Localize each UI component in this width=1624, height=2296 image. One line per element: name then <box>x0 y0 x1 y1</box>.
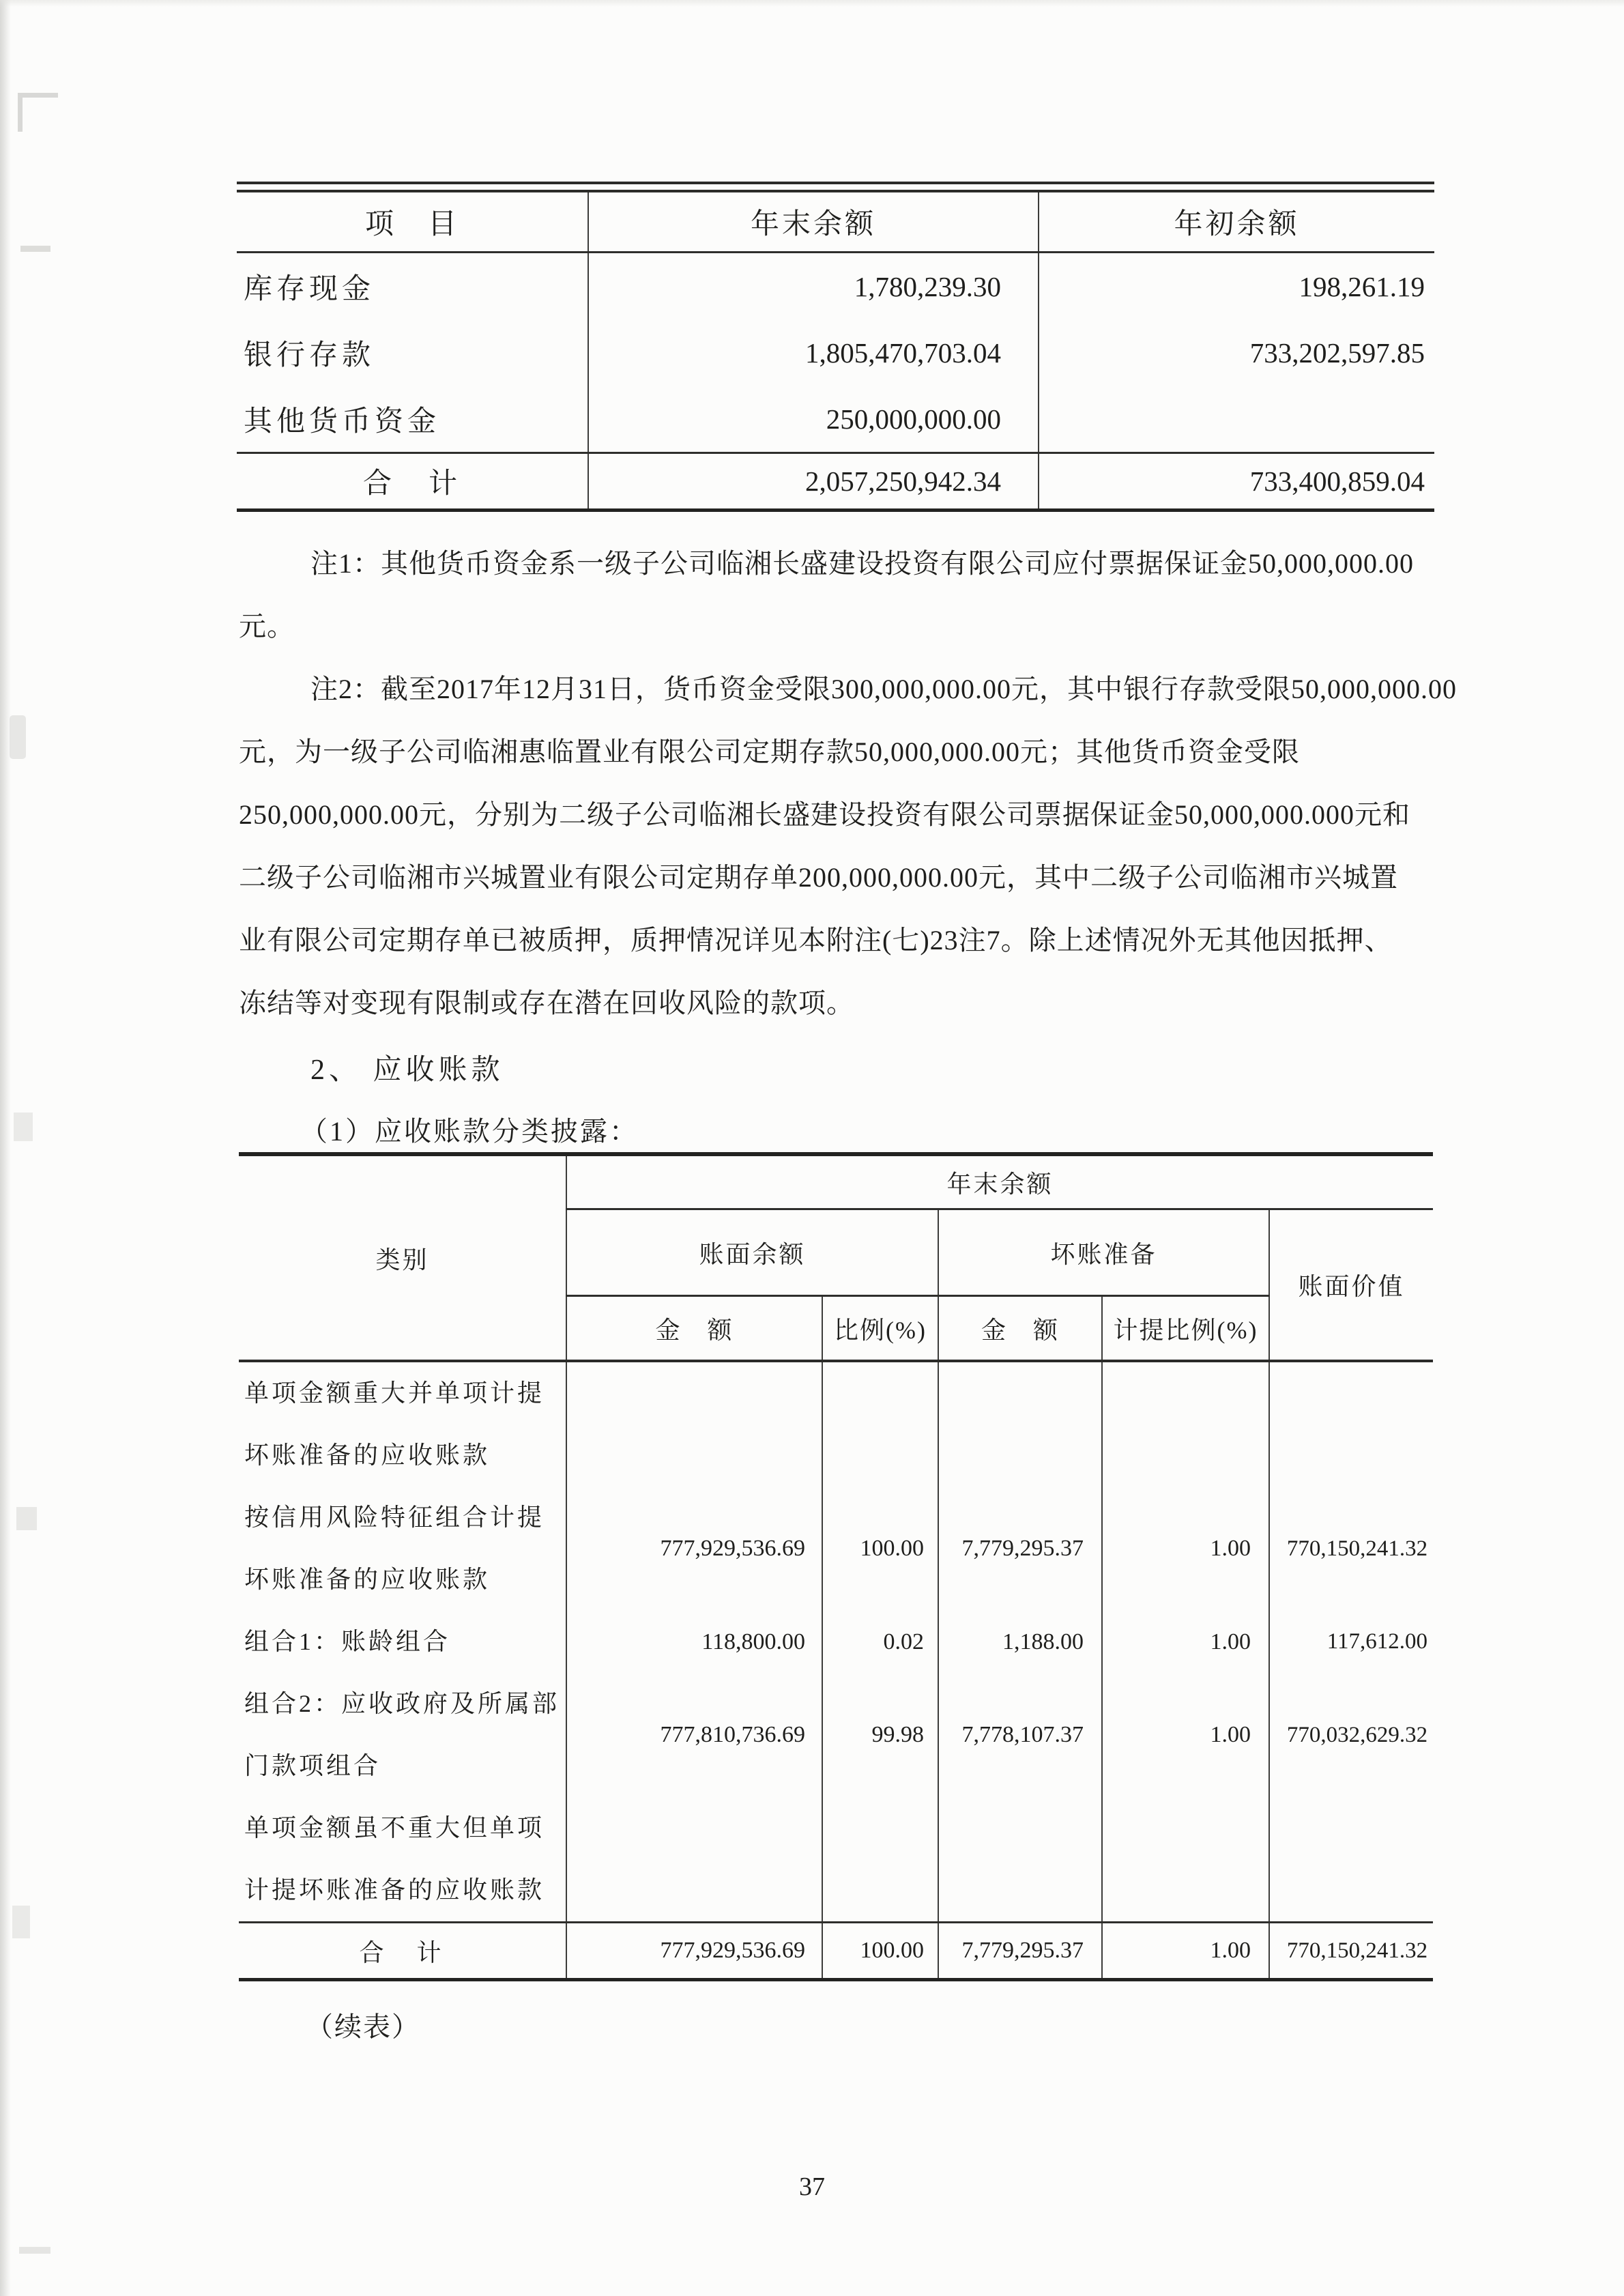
ratio-cell: 99.98 <box>822 1673 938 1797</box>
amount-cell <box>566 1361 822 1487</box>
provision-ratio-cell <box>1102 1361 1269 1487</box>
table-row <box>239 1611 1433 1673</box>
amount-cell: 777,810,736.69 <box>566 1673 822 1797</box>
header-book-value: 账面价值 <box>1298 1273 1405 1300</box>
scan-artifact <box>19 2247 50 2254</box>
scan-artifact <box>16 1507 37 1530</box>
total-year-end-amount: 2,057,250,942.34 <box>588 453 1039 511</box>
item-label: 库存现金 <box>237 253 588 320</box>
category-label <box>239 1487 566 1611</box>
category-label-line: 按信用风险特征组合计提 <box>244 1504 545 1531</box>
section-heading: 2、 应收账款 <box>310 1054 504 1086</box>
year-start-amount: 733,202,597.85 <box>1249 336 1425 369</box>
total-amount-cell: 777,929,536.69 <box>566 1923 822 1980</box>
provision-ratio-cell: 1.00 <box>1102 1673 1269 1797</box>
item-label: 银行存款 <box>237 319 588 386</box>
ratio-cell <box>822 1361 938 1487</box>
page-number: 37 <box>799 2172 825 2201</box>
ratio-cell: 0.02 <box>822 1611 938 1673</box>
ratio-cell: 100.00 <box>822 1487 938 1611</box>
category-label-line: 计提坏账准备的应收账款 <box>244 1876 545 1904</box>
header-book-balance: 账面余额 <box>566 1209 938 1296</box>
year-start-amount: 198,261.19 <box>1299 270 1425 302</box>
year-end-amount: 250,000,000.00 <box>588 386 1039 453</box>
provision-ratio-cell: 1.00 <box>1102 1487 1269 1611</box>
book-value-cell <box>1269 1361 1433 1487</box>
note1-line: 元。 <box>239 611 295 642</box>
scan-edge-shadow <box>0 0 11 2296</box>
section-subheading: （1）应收账款分类披露： <box>300 1116 639 1147</box>
provision-ratio-cell: 1.00 <box>1102 1611 1269 1673</box>
amount-cell: 118,800.00 <box>566 1611 822 1673</box>
category-label-line: 组合2：应收政府及所属部 <box>244 1690 560 1717</box>
receivables-classification-table <box>239 1152 1433 1981</box>
header-year-end-balance: 年末余额 <box>566 1154 1433 1209</box>
header-bad-debt-provision: 坏账准备 <box>938 1209 1269 1296</box>
bad-debt-amount-cell: 1,188.00 <box>938 1611 1102 1673</box>
bad-debt-amount-cell <box>938 1361 1102 1487</box>
category-label-line: 坏账准备的应收账款 <box>244 1566 491 1593</box>
book-value-cell: 770,032,629.32 <box>1286 1722 1428 1747</box>
category-label-line: 单项金额重大并单项计提 <box>244 1379 545 1407</box>
header-amount: 金 额 <box>566 1296 822 1362</box>
total-bad-debt-amount-cell: 7,779,295.37 <box>938 1923 1102 1980</box>
category-label <box>239 1611 566 1673</box>
provision-ratio-cell <box>1102 1797 1269 1923</box>
item-label: 其他货币资金 <box>237 386 588 453</box>
scan-artifact <box>18 93 58 132</box>
scan-artifact <box>14 1113 33 1141</box>
year-end-amount: 1,805,470,703.04 <box>588 319 1039 386</box>
amount-cell <box>566 1797 822 1923</box>
bad-debt-amount-cell: 7,779,295.37 <box>938 1487 1102 1611</box>
table-total-row <box>237 453 1434 511</box>
table-header-row <box>239 1154 1433 1209</box>
header-year-end-balance: 年末余额 <box>588 191 1039 253</box>
table-row <box>239 1361 1433 1487</box>
table-row <box>237 319 1434 386</box>
category-label <box>239 1673 566 1797</box>
note2-line: 注2：截至2017年12月31日，货币资金受限300,000,000.00元，其中银行存款受限50,000,000.00 <box>310 674 1457 704</box>
header-provision-ratio-pct: 计提比例(%) <box>1102 1296 1269 1362</box>
note2-line: 业有限公司定期存单已被质押，质押情况详见本附注(七)23注7。除上述情况外无其他因抵押、 <box>239 925 1393 956</box>
book-value-cell: 770,150,241.32 <box>1286 1536 1428 1561</box>
book-value-cell: 117,612.00 <box>1326 1629 1428 1654</box>
monetary-funds-table <box>237 190 1434 512</box>
total-book-value-cell: 770,150,241.32 <box>1269 1923 1433 1980</box>
total-label: 合 计 <box>237 453 588 511</box>
category-label-line: 坏账准备的应收账款 <box>244 1441 491 1469</box>
book-value-cell <box>1269 1797 1433 1923</box>
header-category: 类别 <box>239 1154 566 1361</box>
total-provision-ratio-cell: 1.00 <box>1102 1923 1269 1980</box>
note2-line: 250,000,000.00元，分别为二级子公司临湘长盛建设投资有限公司票据保证金50,000,000.000元和 <box>239 799 1410 830</box>
category-label <box>239 1361 566 1487</box>
category-label <box>239 1797 566 1923</box>
scan-artifact <box>20 246 50 252</box>
table-row <box>239 1487 1433 1611</box>
ratio-cell <box>822 1797 938 1923</box>
header-item: 项 目 <box>237 191 588 253</box>
notes-block <box>239 532 1457 1035</box>
table-row <box>239 1673 1433 1797</box>
table-total-row <box>239 1923 1433 1980</box>
total-label: 合 计 <box>239 1923 566 1980</box>
table-header-row <box>237 191 1434 253</box>
note2-line: 冻结等对变现有限制或存在潜在回收风险的款项。 <box>239 988 854 1018</box>
note2-line: 元，为一级子公司临湘惠临置业有限公司定期存款50,000,000.00元；其他货币资金受限 <box>239 736 1300 767</box>
scan-artifact <box>12 1906 30 1938</box>
category-label-line: 单项金额虽不重大但单项 <box>244 1814 545 1841</box>
total-year-start-amount: 733,400,859.04 <box>1249 465 1425 497</box>
header-provision-amount: 金 额 <box>938 1296 1102 1362</box>
header-ratio-pct: 比例(%) <box>822 1296 938 1362</box>
monetary-funds-table-wrapper <box>237 182 1434 512</box>
note1-line: 注1：其他货币资金系一级子公司临湘长盛建设投资有限公司应付票据保证金50,000,000.00 <box>310 548 1414 579</box>
scan-edge-shadow-top <box>0 0 1624 7</box>
category-label-line: 门款项组合 <box>244 1752 381 1779</box>
table-row <box>237 386 1434 453</box>
bad-debt-amount-cell: 7,778,107.37 <box>938 1673 1102 1797</box>
year-end-amount: 1,780,239.30 <box>588 253 1039 320</box>
bad-debt-amount-cell <box>938 1797 1102 1923</box>
total-ratio-cell: 100.00 <box>822 1923 938 1980</box>
scan-artifact <box>10 715 26 759</box>
note2-line: 二级子公司临湘市兴城置业有限公司定期存单200,000,000.00元，其中二级子公司临湘市兴城置 <box>239 862 1398 893</box>
year-start-amount <box>1039 386 1434 453</box>
header-year-start-balance: 年初余额 <box>1039 191 1434 253</box>
amount-cell: 777,929,536.69 <box>566 1487 822 1611</box>
category-label-line: 组合1：账龄组合 <box>244 1628 451 1655</box>
table-row <box>239 1797 1433 1923</box>
table-row <box>237 253 1434 320</box>
continued-table-note: （续表） <box>306 2011 420 2042</box>
